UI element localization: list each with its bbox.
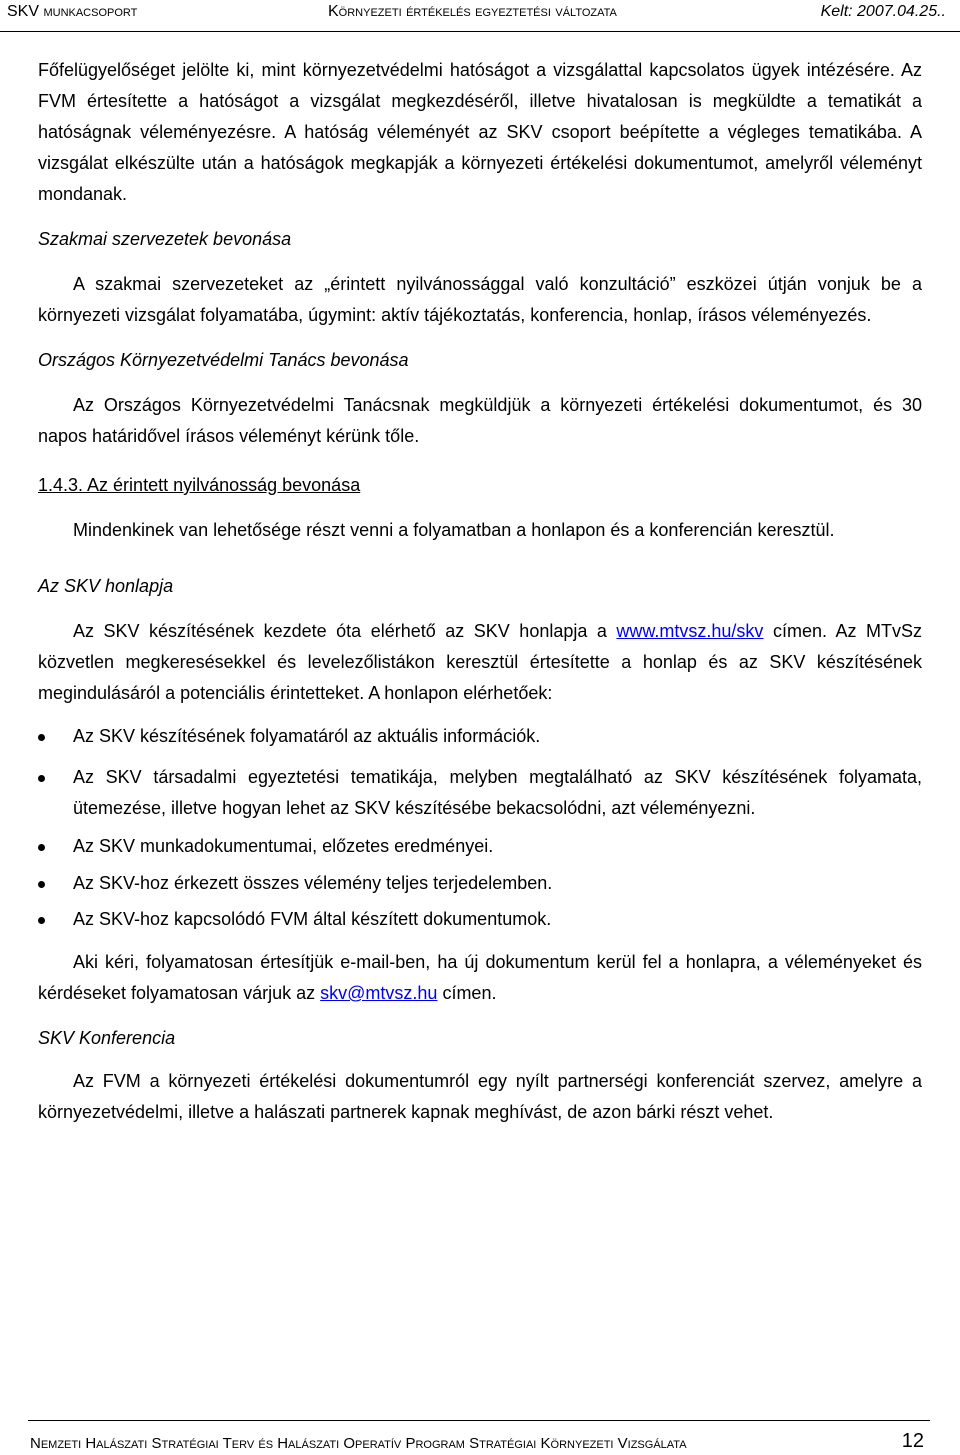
footer-rule [28,1420,930,1421]
email-text-start: Aki kéri, folyamatosan értesítjük e-mail-ben, ha új dokumentum kerül fel a honlapra, a véleményeket és kérdéseket folyamatosan várjuk az [38,952,922,1003]
page-footer [0,1420,960,1455]
email-link[interactable]: skv@mtvsz.hu [320,983,438,1003]
paragraph-email [38,947,922,1009]
honlap-text-start: Az SKV készítésének kezdete óta elérhető az SKV honlapja a [73,621,617,641]
heading-okt: Országos Környezetvédelmi Tanács bevonása [38,350,409,370]
list-item [38,904,922,935]
header-left: SKV munkacsoport [7,3,138,20]
header-rule [0,31,960,32]
paragraph-konferencia: Az FVM a környezeti értékelési dokumentumról egy nyílt partnerségi konferenciát szervez, amelyre a környezetvédelmi, illetve a halászati partnerek kapnak meghívást, de azon bárki részt vehet. [38,1071,922,1122]
heading-honlap: Az SKV honlapja [38,576,174,596]
list-item [38,868,922,899]
paragraph-honlap [38,616,922,709]
heading-szakmai: Szakmai szervezetek bevonása [38,229,292,249]
paragraph-nyilvanossag: Mindenkinek van lehetősége részt venni a folyamatban a honlapon és a konferencián keresztül. [73,520,835,540]
paragraph-okt: Az Országos Környezetvédelmi Tanácsnak megküldjük a környezeti értékelési dokumentumot, és 30 napos határidővel írásos véleményt kérünk tőle. [38,395,922,446]
list-item [38,762,922,824]
list-item-text: Az SKV készítésének folyamatáról az aktuális információk. [73,726,541,746]
honlap-text-end: címen. Az MTvSz közvetlen megkeresésekkel és levelezőlistákon keresztül értesítette a honlap és az SKV készítésének megindulásáról a potenciális érintetteket. A honlapon elérhetőek: [38,621,922,703]
header-date: Kelt: 2007.04.25.. [820,3,946,20]
bullet-icon [38,775,45,782]
heading-konferencia: SKV Konferencia [38,1028,176,1048]
bullet-icon [38,917,45,924]
paragraph-authority: Főfelügyelőséget jelölte ki, mint környezetvédelmi hatóságot a vizsgálattal kapcsolatos ügyek intézésére. Az FVM értesítette a hatóságot a vizsgálat megkezdéséről, illetve hivatalosan is megküldte a tematikát a hatóságnak véleményezésre. A hatóság véleményét az SKV csoport beépítette a végleges tematikába. A vizsgálat elkészülte után a hatóságok megkapják a környezeti értékelési dokumentumot, amelyről véleményt mondanak. [38,60,922,204]
section-heading-1-4-3: 1.4.3. Az érintett nyilvánosság bevonása [38,475,361,495]
page-number: 12 [901,1430,924,1452]
page-header [0,0,960,30]
available-content-list [38,721,922,935]
list-item-text: Az SKV-hoz érkezett összes vélemény teljes terjedelemben. [73,873,553,893]
list-item [38,721,922,752]
list-item-text: Az SKV társadalmi egyeztetési tematikája, melyben megtalálható az SKV készítésének folyamata, ütemezése, illetve hogyan lehet az SKV készítésébe bekacsolódni, azt véleményezni. [73,767,922,818]
bullet-icon [38,734,45,741]
website-link[interactable]: www.mtvsz.hu/skv [616,621,764,641]
list-item-text: Az SKV munkadokumentumai, előzetes eredményei. [73,836,494,856]
bullet-icon [38,844,45,851]
footer-document-title: Nemzeti Halászati Stratégiai Terv és Halászati Operatív Program Stratégiai Környezeti Vizsgálata [30,1435,687,1452]
list-item [38,831,922,862]
list-item-text: Az SKV-hoz kapcsolódó FVM által készített dokumentumok. [73,909,552,929]
bullet-icon [38,881,45,888]
paragraph-szakmai: A szakmai szervezeteket az „érintett nyilvánossággal való konzultáció” eszközei útján vonjuk be a környezeti vizsgálat folyamatába, úgymint: aktív tájékoztatás, konferencia, honlap, írásos véleményezés. [38,274,922,325]
email-text-end: címen. [437,983,497,1003]
document-body [38,55,922,1128]
header-title: Környezeti értékelés egyeztetési változata [328,3,617,20]
